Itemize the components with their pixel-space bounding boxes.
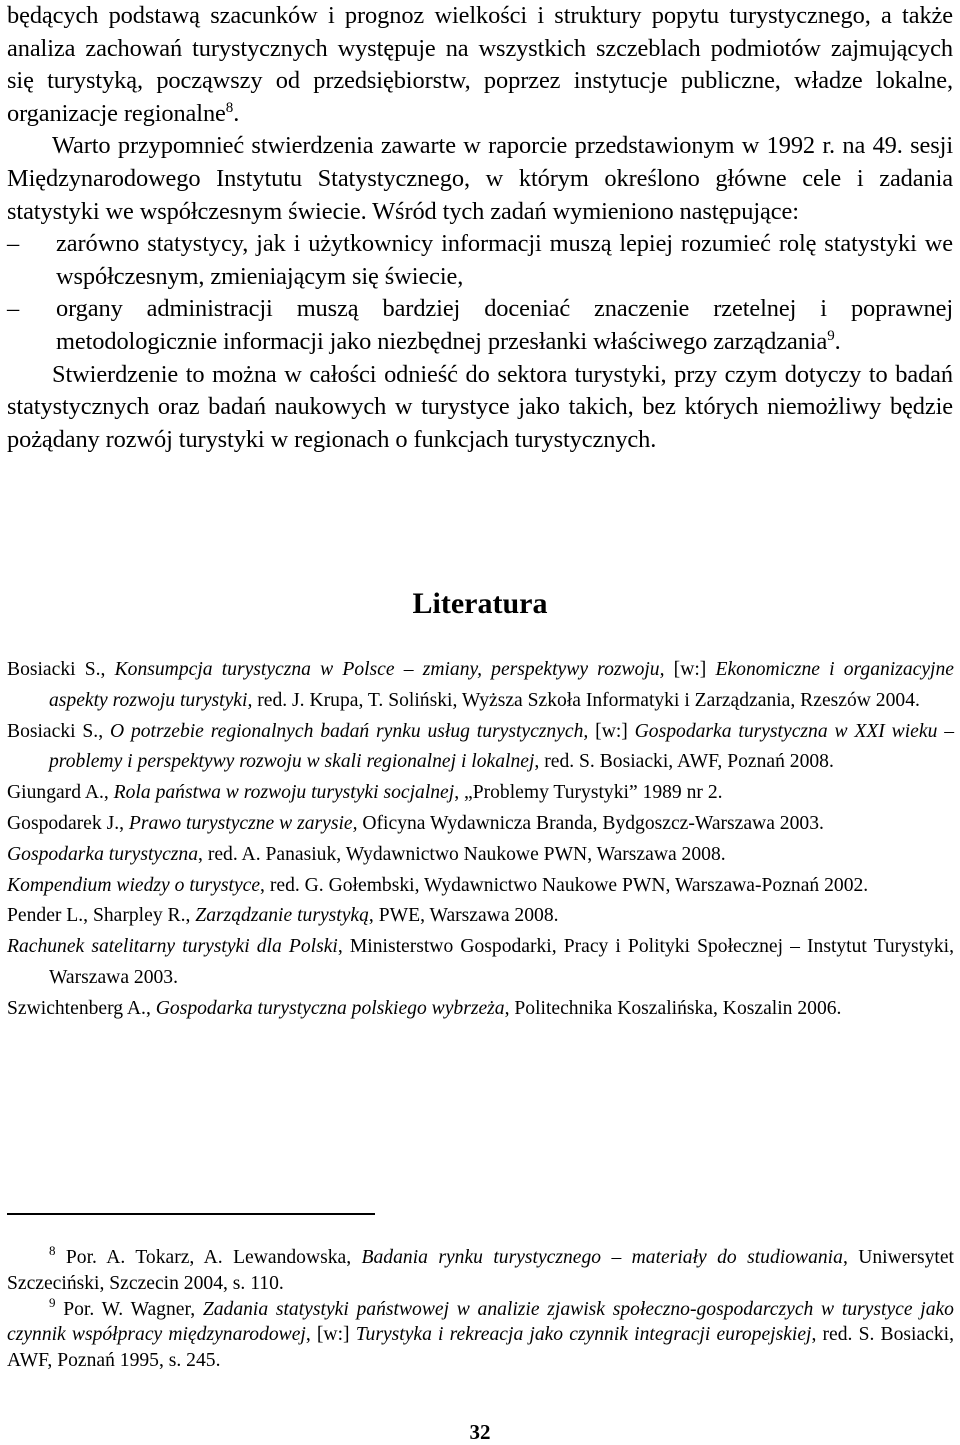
dash-list: [7, 228, 953, 358]
bibliography-entry: Gospodarka turystyczna, red. A. Panasiuk, Wydawnictwo Naukowe PWN, Warszawa 2008.: [7, 843, 726, 865]
bibliography-entry: Bosiacki S., O potrzebie regionalnych badań rynku usług turystycznych, [w:] Gospodarka turystyczna w XXI wieku – problemy i perspektywy rozwoju w skali regionalnej i lokalnej, red. S. Bosiacki, AWF, Poznań 2008.: [7, 720, 955, 773]
main-text: [7, 0, 953, 456]
list-item: – zarówno statystycy, jak i użytkownicy informacji muszą lepiej rozumieć rolę statystyki we współczesnym, zmieniającym się świecie,: [7, 230, 953, 290]
page-number: 32: [469, 1420, 491, 1444]
footnote-8: $^8$ Por. A. Tokarz, A. Lewandowska, Badania rynku turystycznego – materiały do studiowania, Uniwersytet Szczeciński, Szczecin 2004, s. 110.: [7, 1243, 954, 1294]
bibliography-entry: Giungard A., Rola państwa w rozwoju turystyki socjalnej, „Problemy Turystyki” 1989 nr 2.: [7, 782, 723, 804]
section-heading: Literatura: [412, 587, 548, 620]
footnote-ref-9[interactable]: 9: [827, 327, 835, 344]
paragraph-1: będących podstawą szacunków i prognoz wielkości i struktury popytu turystycznego, a także analiza zachowań turystycznych występuje na wszystkich szczeblach podmiotów zajmujących się turystyką, począwszy od przedsiębiorstw, poprzez instytucje publiczne, władze lokalne, organizacje regionalne$^8$.: [7, 2, 953, 127]
bibliography-entry: Pender L., Sharpley R., Zarządzanie turystyką, PWE, Warszawa 2008.: [7, 905, 559, 927]
bibliography-entry: Szwichtenberg A., Gospodarka turystyczna polskiego wybrzeża, Politechnika Koszalińska, Koszalin 2006.: [7, 997, 842, 1019]
footnote-9: $^9$ Por. W. Wagner, Zadania statystyki państwowej w analizie zjawisk społeczno-gospodarczych w turystyce jako czynnik współpracy międzynarodowej, [w:] Turystyka i rekreacja jako czynnik integracji europejskiej, red. S. Bosiacki, AWF, Poznań 1995, s. 245.: [7, 1294, 954, 1372]
bibliography-entry: Rachunek satelitarny turystyki dla Polski, Ministerstwo Gospodarki, Pracy i Polityki Społecznej – Instytut Turystyki, Warszawa 2003.: [7, 936, 954, 988]
bibliography-entry: Kompendium wiedzy o turystyce, red. G. Gołembski, Wydawnictwo Naukowe PWN, Warszawa-Poznań 2002.: [7, 874, 869, 896]
footnote-ref-8[interactable]: 8: [225, 99, 234, 116]
footnote-separator: [7, 1213, 375, 1215]
list-item: – organy administracji muszą bardziej doceniać znaczenie rzetelnej i poprawnej metodologicznie informacji jako niezbędnej przesłanki właściwego zarządzania$^9$.: [7, 295, 953, 355]
paragraph-3: Stwierdzenie to można w całości odnieść do sektora turystyki, przy czym dotyczy to badań statystycznych oraz badań naukowych w turystyce jako takich, bez których niemożliwy będzie pożądany rozwój turystyki w regionach o funkcjach turystycznych.: [7, 360, 953, 453]
paragraph-2: Warto przypomnieć stwierdzenia zawarte w raporcie przedstawionym w 1992 r. na 49. sesji Międzynarodowego Instytutu Statystycznego, w którym określono główne cele i zadania statystyki we współczesnym świecie. Wśród tych zadań wymieniono następujące:: [7, 132, 953, 225]
footnotes: [7, 1245, 954, 1374]
bibliography-entry: Bosiacki S., Konsumpcja turystyczna w Polsce – zmiany, perspektywy rozwoju, [w:] Ekonomiczne i organizacyjne aspekty rozwoju turystyki, red. J. Krupa, T. Soliński, Wyższa Szkoła Informatyki i Zarządzania, Rzeszów 2004.: [7, 659, 954, 711]
bibliography-entry: Gospodarek J., Prawo turystyczne w zarysie, Oficyna Wydawnicza Branda, Bydgoszcz-Warszawa 2003.: [7, 812, 824, 834]
bibliography-list: [7, 655, 954, 1025]
